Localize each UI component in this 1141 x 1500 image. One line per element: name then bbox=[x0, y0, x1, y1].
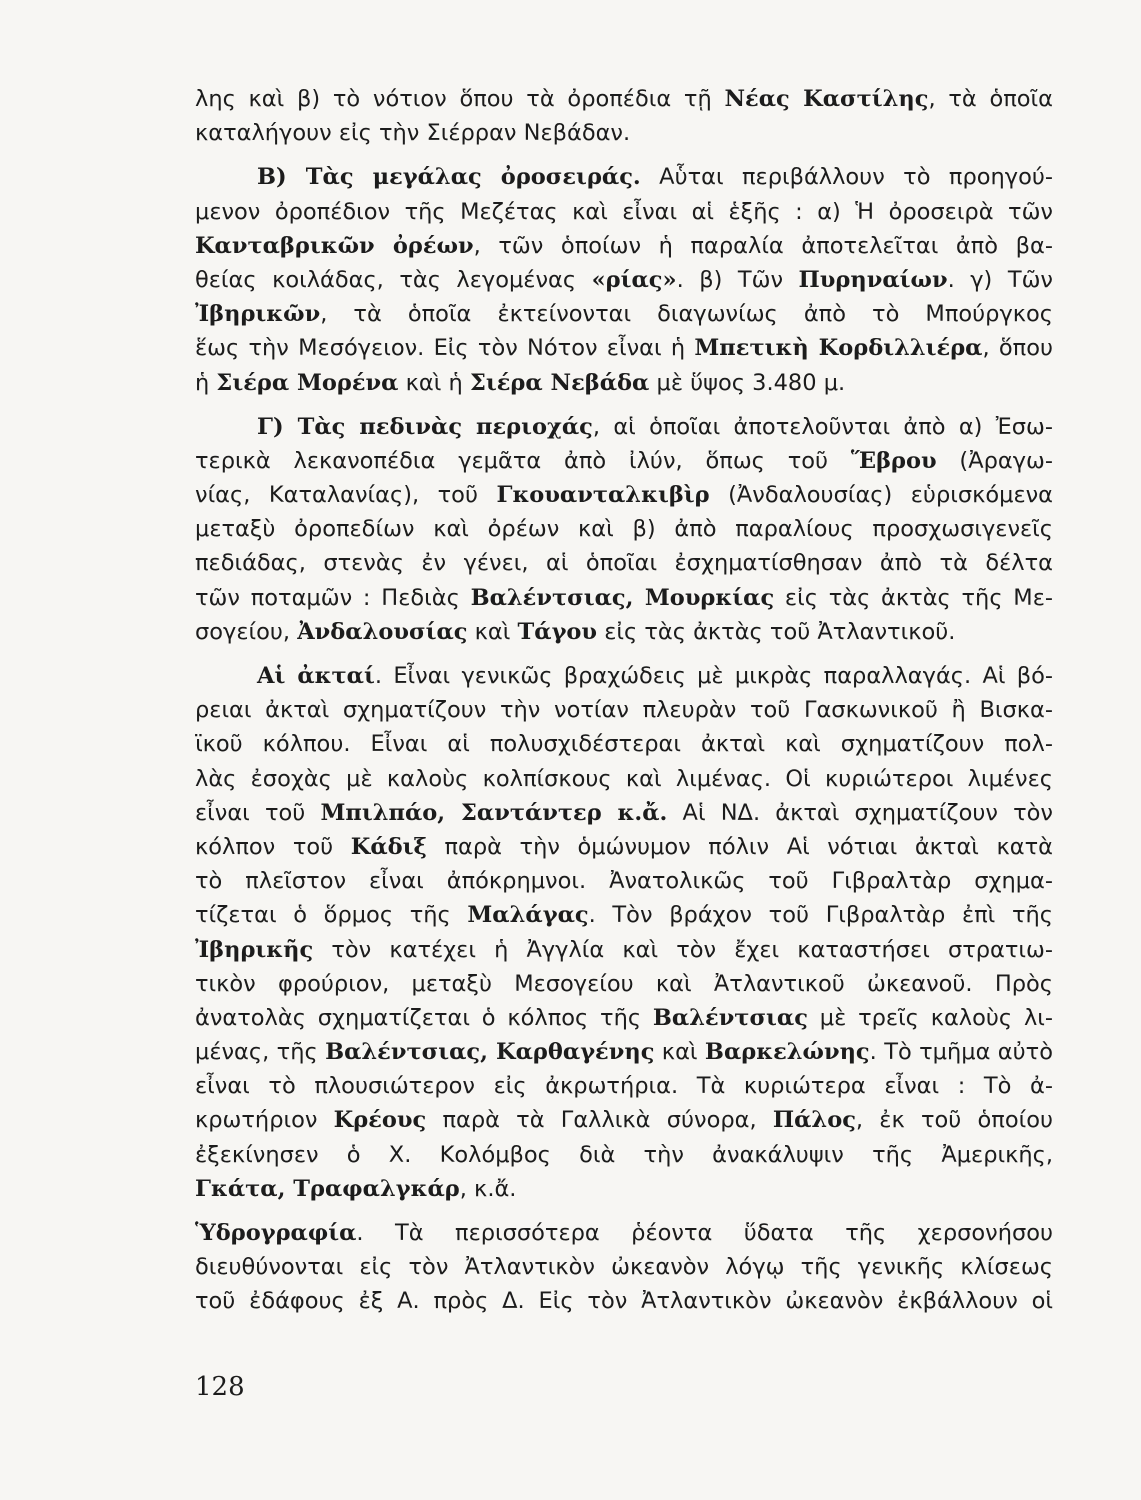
bold-term: Νέας Καστίλης bbox=[724, 86, 929, 112]
text-run: λης καὶ β) τὸ νότιον ὅπου τὰ ὀροπέδια τῇ bbox=[195, 86, 725, 112]
bold-term: Σιέρα Μορένα bbox=[216, 369, 399, 396]
text-line bbox=[195, 195, 1053, 229]
text-run: , ἐκ τοῦ ὁποίου bbox=[855, 1107, 1054, 1134]
text-run: μενον ὀροπέδιον τῆς Μεζέτας καὶ εἶναι αἱ ἑξῆς : α) Ἡ ὀροσειρὰ τῶν bbox=[195, 198, 1053, 225]
bold-term: Β) Τὰς μεγάλας ὀροσειράς. bbox=[257, 164, 641, 191]
text-line bbox=[195, 1001, 1053, 1035]
bold-term: Μπιλπάο, Σαντάντερ κ.ἄ. bbox=[320, 799, 668, 826]
text-line bbox=[195, 1250, 1053, 1284]
text-line bbox=[195, 1216, 1053, 1250]
text-line bbox=[195, 229, 1053, 263]
text-line bbox=[195, 1138, 1053, 1172]
text-line bbox=[195, 82, 1053, 116]
text-run: παρὰ τὴν ὁμώνυμον πόλιν Αἱ νότιαι ἀκταὶ κατὰ bbox=[426, 833, 1053, 860]
text-line bbox=[195, 898, 1053, 932]
text-run: τοῦ ἐδάφους ἐξ Α. πρὸς Δ. Εἰς τὸν Ἀτλαντικὸν ὠκεανὸν ἐκβάλλουν οἱ bbox=[195, 1288, 1053, 1315]
text-line bbox=[195, 297, 1053, 331]
text-run: ἡ bbox=[195, 369, 217, 396]
bold-term: Ὑδρογραφία bbox=[195, 1220, 357, 1246]
text-run: . Τὸ τμῆμα αὐτὸ bbox=[869, 1039, 1053, 1066]
text-run: ἕως τὴν Μεσόγειον. Εἰς τὸν Νότον εἶναι ἡ bbox=[195, 335, 695, 362]
text-run: τίζεται ὁ ὅρμος τῆς bbox=[195, 902, 468, 929]
page-number: 128 bbox=[195, 1372, 245, 1402]
text-run: μὲ ὕψος 3.480 μ. bbox=[649, 369, 846, 396]
text-line bbox=[195, 1069, 1053, 1103]
text-line bbox=[195, 615, 1053, 649]
text-line bbox=[195, 693, 1053, 727]
text-line bbox=[195, 830, 1053, 864]
text-run: , τῶν ὁποίων ἡ παραλία ἀποτελεῖται ἀπὸ βα- bbox=[473, 232, 1053, 259]
text-run: , αἱ ὁποῖαι ἀποτελοῦνται ἀπὸ α) Ἐσω- bbox=[592, 413, 1053, 440]
text-run: καταλήγουν εἰς τὴν Σιέρραν Νεβάδαν. bbox=[195, 120, 631, 147]
text-run: , τὰ ὁποῖα ἐκτείνονται διαγωνίως ἀπὸ τὸ Μπούργκος bbox=[320, 301, 1053, 328]
text-run: εἰς τὰς ἀκτὰς τοῦ Ἀτλαντικοῦ. bbox=[597, 618, 956, 645]
text-line bbox=[195, 331, 1053, 365]
text-run: . β) Τῶν bbox=[676, 266, 799, 293]
text-run: . Εἶναι γενικῶς βραχώδεις μὲ μικρὰς παραλλαγάς. Αἱ βό- bbox=[374, 663, 1053, 689]
text-run: πεδιάδας, στενὰς ἐν γένει, αἱ ὁποῖαι ἐσχηματίσθησαν ἀπὸ τὰ δέλτα bbox=[195, 550, 1053, 577]
bold-term: Γ) Τὰς πεδινὰς περιοχάς bbox=[257, 413, 593, 440]
paragraph-gap bbox=[195, 1206, 1053, 1216]
text-run: . Τὸν βράχον τοῦ Γιβραλτὰρ ἐπὶ τῆς bbox=[588, 902, 1053, 929]
text-run: , κ.ἄ. bbox=[459, 1175, 517, 1202]
text-line bbox=[195, 933, 1053, 967]
bold-term: Βαρκελώνης bbox=[704, 1039, 870, 1066]
page-body bbox=[195, 82, 1053, 1319]
text-line bbox=[195, 410, 1053, 444]
text-run: νίας, Καταλανίας), τοῦ bbox=[195, 482, 497, 509]
text-line bbox=[195, 864, 1053, 898]
text-line bbox=[195, 581, 1053, 615]
text-run: ἀνατολὰς σχηματίζεται ὁ κόλπος τῆς bbox=[195, 1004, 653, 1031]
bold-term: Βαλέντσιας bbox=[652, 1004, 808, 1031]
paragraph-gap bbox=[195, 400, 1053, 410]
text-run: Αὗται περιβάλλουν τὸ προηγού- bbox=[640, 164, 1053, 191]
text-line bbox=[195, 1103, 1053, 1137]
text-run: μένας, τῆς bbox=[195, 1039, 326, 1066]
text-run: . Τὰ περισσότερα ῥέοντα ὕδατα τῆς χερσονήσου bbox=[356, 1220, 1053, 1246]
text-run: κρωτήριον bbox=[195, 1107, 334, 1134]
text-run: . γ) Τῶν bbox=[947, 266, 1053, 293]
text-run: μὲ τρεῖς καλοὺς λι- bbox=[807, 1004, 1053, 1031]
paragraph-gap bbox=[195, 649, 1053, 659]
text-run: ϊκοῦ κόλπου. Εἶναι αἱ πολυσχιδέστεραι ἀκταὶ καὶ σχηματίζουν πολ- bbox=[195, 731, 1053, 758]
text-line bbox=[195, 512, 1053, 546]
text-run: καὶ bbox=[467, 618, 518, 645]
text-run: τὸν κατέχει ἡ Ἀγγλία καὶ τὸν ἔχει καταστήσει στρατιω- bbox=[313, 936, 1053, 963]
bold-term: Ἰβηρικῆς bbox=[195, 936, 314, 963]
bold-term: Μπετικὴ Κορδιλλιέρα bbox=[694, 335, 983, 362]
text-run: τῶν ποταμῶν : Πεδιὰς bbox=[195, 584, 471, 611]
bold-term: Κρέους bbox=[333, 1107, 427, 1134]
bold-term: Βαλέντσιας, Μουρκίας bbox=[470, 584, 775, 611]
text-run: Αἱ ΝΔ. ἀκταὶ σχηματίζουν τὸν bbox=[667, 799, 1053, 826]
bold-term: Γκάτα, Τραφαλγκάρ bbox=[195, 1175, 460, 1202]
text-line bbox=[195, 263, 1053, 297]
text-line bbox=[195, 366, 1053, 400]
text-line bbox=[195, 1035, 1053, 1069]
bold-term: Ἀνδαλουσίας bbox=[297, 618, 468, 645]
text-run: καὶ bbox=[654, 1039, 705, 1066]
text-line bbox=[195, 796, 1053, 830]
text-run: μεταξὺ ὀροπεδίων καὶ ὀρέων καὶ β) ἀπὸ παραλίους προσχωσιγενεῖς bbox=[195, 516, 1053, 543]
text-run: εἶναι τοῦ bbox=[195, 799, 321, 826]
text-run: ἐξεκίνησεν ὁ Χ. Κολόμβος διὰ τὴν ἀνακάλυψιν τῆς Ἀμερικῆς, bbox=[195, 1141, 1053, 1168]
text-run: , ὅπου bbox=[982, 335, 1054, 362]
bold-term: Κανταβρικῶν ὀρέων bbox=[195, 232, 474, 259]
text-run: ρειαι ἀκταὶ σχηματίζουν τὴν νοτίαν πλευρὰν τοῦ Γασκωνικοῦ ἢ Βισκα- bbox=[195, 697, 1053, 724]
bold-term: Τάγου bbox=[517, 618, 598, 645]
text-line bbox=[195, 967, 1053, 1001]
text-run: (Ἀραγω- bbox=[936, 447, 1053, 474]
bold-term: Αἱ ἀκταί bbox=[257, 663, 375, 689]
text-line bbox=[195, 659, 1053, 693]
text-run: (Ἀνδαλουσίας) εὑρισκόμενα bbox=[709, 482, 1054, 509]
text-run: διευθύνονται εἰς τὸν Ἀτλαντικὸν ὠκεανὸν λόγῳ τῆς γενικῆς κλίσεως bbox=[195, 1254, 1053, 1281]
bold-term: Πάλος bbox=[772, 1107, 856, 1134]
paragraph-gap bbox=[195, 150, 1053, 160]
text-line bbox=[195, 478, 1053, 512]
text-line bbox=[195, 762, 1053, 796]
text-line bbox=[195, 727, 1053, 761]
bold-term: Σιέρα Νεβάδα bbox=[469, 369, 650, 396]
bold-term: Κάδιξ bbox=[350, 833, 427, 860]
text-run: σογείου, bbox=[195, 618, 298, 645]
text-line bbox=[195, 1284, 1053, 1318]
text-run: τικὸν φρούριον, μεταξὺ Μεσογείου καὶ Ἀτλαντικοῦ ὠκεανοῦ. Πρὸς bbox=[195, 970, 1053, 997]
text-run: , τὰ ὁποῖα bbox=[928, 86, 1054, 112]
text-line bbox=[195, 444, 1053, 478]
bold-term: Ἰβηρικῶν bbox=[195, 301, 321, 328]
text-run: λὰς ἐσοχὰς μὲ καλοὺς κολπίσκους καὶ λιμένας. Οἱ κυριώτεροι λιμένες bbox=[195, 765, 1053, 792]
text-line bbox=[195, 546, 1053, 580]
text-line bbox=[195, 160, 1053, 194]
text-run: παρὰ τὰ Γαλλικὰ σύνορα, bbox=[426, 1107, 773, 1134]
bold-term: Μαλάγας bbox=[467, 902, 589, 929]
text-run: τερικὰ λεκανοπέδια γεμᾶτα ἀπὸ ἰλύν, ὅπως τοῦ bbox=[195, 447, 851, 474]
text-line bbox=[195, 1172, 1053, 1206]
text-run: εἰς τὰς ἀκτὰς τῆς Με- bbox=[774, 584, 1053, 611]
bold-term: Βαλέντσιας, Καρθαγένης bbox=[325, 1039, 655, 1066]
text-line bbox=[195, 116, 1053, 150]
text-run: κόλπον τοῦ bbox=[195, 833, 351, 860]
text-run: καὶ ἡ bbox=[398, 369, 470, 396]
bold-term: Γκουανταλκιβὶρ bbox=[496, 482, 710, 509]
text-run: εἶναι τὸ πλουσιώτερον εἰς ἀκρωτήρια. Τὰ κυριώτερα εἶναι : Τὸ ἀ- bbox=[195, 1073, 1053, 1100]
bold-term: Ἕβρου bbox=[850, 447, 937, 474]
bold-term: Πυρηναίων bbox=[798, 266, 948, 293]
text-run: θείας κοιλάδας, τὰς λεγομένας bbox=[195, 266, 592, 293]
bold-term: «ρίας» bbox=[591, 266, 677, 293]
text-run: τὸ πλεῖστον εἶναι ἀπόκρημνοι. Ἀνατολικῶς τοῦ Γιβραλτὰρ σχημα- bbox=[195, 868, 1053, 895]
